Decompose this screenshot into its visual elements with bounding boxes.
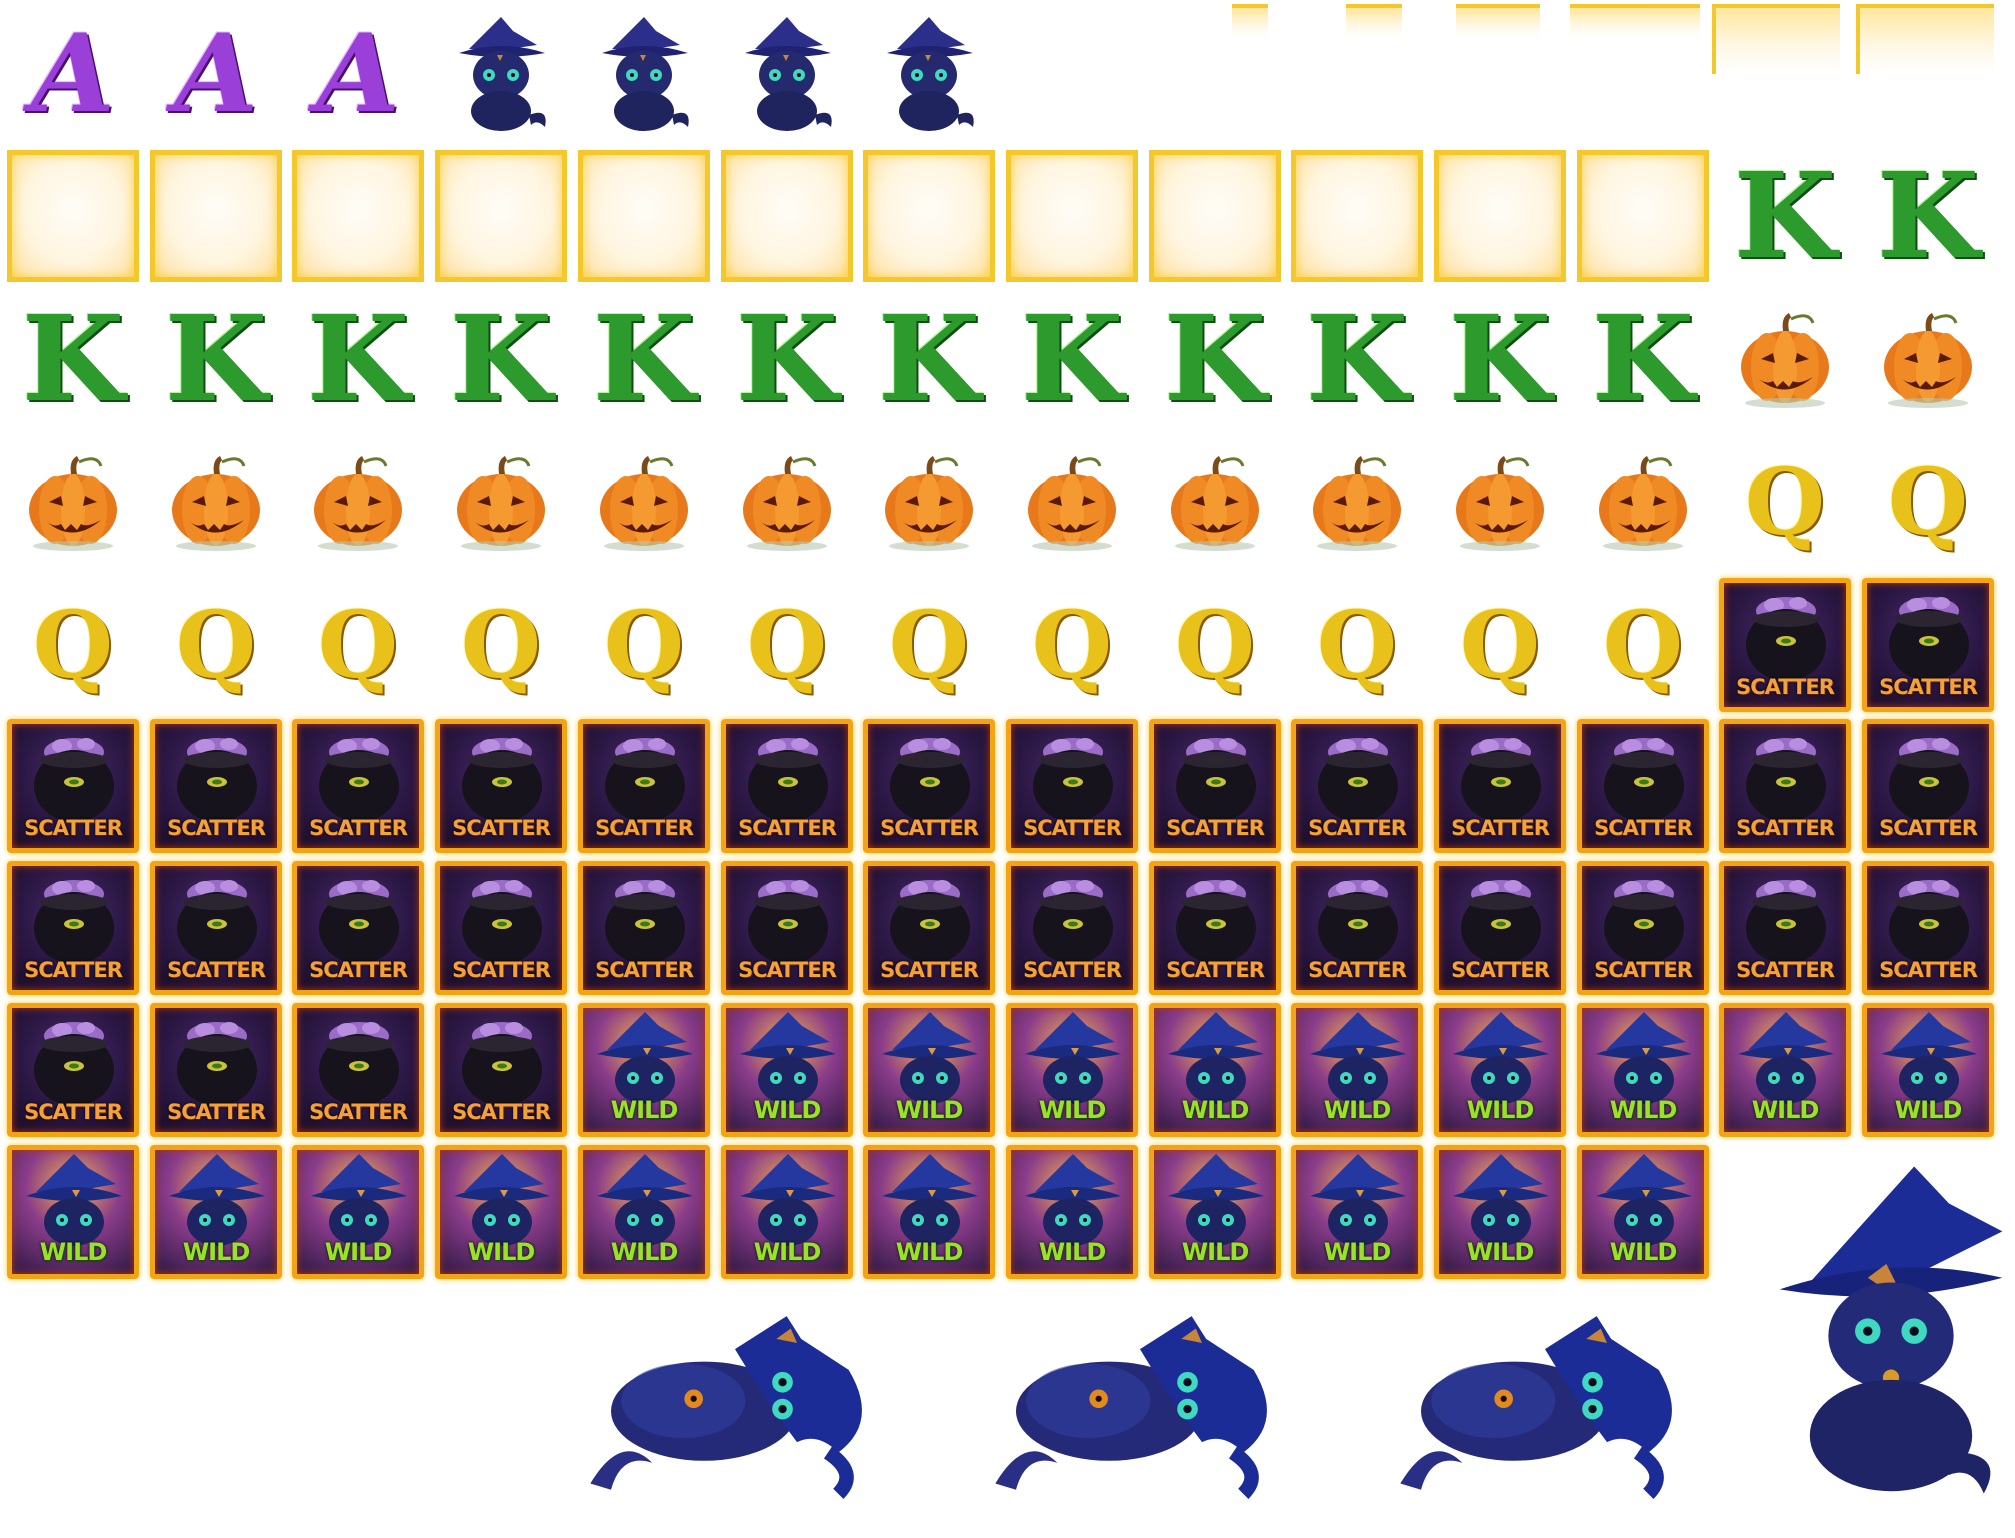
- scatter-tile-icon: [1434, 719, 1566, 853]
- scatter-label: SCATTER: [309, 958, 407, 982]
- letter-q-icon: Q: [746, 591, 828, 699]
- scatter-label: SCATTER: [24, 958, 122, 982]
- letter-k-icon-cell: [1862, 146, 1994, 285]
- scatter-label: SCATTER: [309, 816, 407, 840]
- letter-q-icon-cell: [435, 579, 567, 711]
- scatter-label: SCATTER: [452, 958, 550, 982]
- letter-a-icon-cell: [150, 8, 282, 140]
- wild-tile-cell: [1291, 1004, 1423, 1136]
- wild-tile-icon: [1149, 1003, 1281, 1137]
- pumpkin-icon: [863, 436, 995, 568]
- scatter-tile-icon: [1862, 861, 1994, 995]
- scatter-tile-icon: [578, 719, 710, 853]
- letter-q-icon-cell: [863, 579, 995, 711]
- wild-tile-cell: [435, 1146, 567, 1278]
- scatter-tile-icon: [150, 861, 282, 995]
- wild-tile-cell: [721, 1146, 853, 1278]
- frame-icon: [292, 150, 424, 282]
- letter-q-icon: Q: [175, 591, 257, 699]
- scatter-label: SCATTER: [167, 958, 265, 982]
- frame-icon: [863, 150, 995, 282]
- letter-k-icon: K: [449, 289, 553, 428]
- wild-tile-icon: [721, 1003, 853, 1137]
- wild-tile-icon: [292, 1145, 424, 1279]
- letter-q-icon-cell: [578, 579, 710, 711]
- scatter-tile-icon: [150, 1003, 282, 1137]
- scatter-tile-cell: [150, 1004, 282, 1136]
- scatter-tile-cell: [1862, 720, 1994, 852]
- frame-icon: [150, 150, 282, 282]
- big-cat-icon: [1775, 1140, 2007, 1520]
- pumpkin-icon: [1862, 293, 1994, 425]
- wild-label: WILD: [1038, 1238, 1106, 1266]
- wild-tile-cell: [578, 1146, 710, 1278]
- scatter-tile-cell: [150, 862, 282, 994]
- scatter-tile-icon: [292, 1003, 424, 1137]
- scatter-label: SCATTER: [595, 816, 693, 840]
- frame-icon: [1006, 150, 1138, 282]
- scatter-tile-cell: [435, 862, 567, 994]
- scatter-label: SCATTER: [1594, 958, 1692, 982]
- wild-label: WILD: [324, 1238, 392, 1266]
- wild-label: WILD: [753, 1238, 821, 1266]
- frame-icon: [1149, 150, 1281, 282]
- scatter-label: SCATTER: [595, 958, 693, 982]
- letter-q-icon: Q: [603, 591, 685, 699]
- scatter-tile-cell: [1291, 862, 1423, 994]
- letter-q-icon-cell: [7, 579, 139, 711]
- letter-q-icon: Q: [1602, 591, 1684, 699]
- letter-k-icon-cell: [150, 289, 282, 428]
- wild-label: WILD: [753, 1096, 821, 1124]
- cat-icon: [578, 8, 710, 140]
- wild-tile-icon: [578, 1145, 710, 1279]
- scatter-tile-icon: [1862, 719, 1994, 853]
- letter-q-icon: Q: [317, 591, 399, 699]
- scatter-tile-cell: [1006, 862, 1138, 994]
- wild-tile-icon: [578, 1003, 710, 1137]
- frame-icon: [1434, 150, 1566, 282]
- letter-q-icon-cell: [1149, 579, 1281, 711]
- scatter-tile-icon: [292, 719, 424, 853]
- letter-k-icon-cell: [1149, 289, 1281, 428]
- wild-label: WILD: [182, 1238, 250, 1266]
- wild-label: WILD: [1751, 1096, 1819, 1124]
- scatter-label: SCATTER: [1451, 958, 1549, 982]
- scatter-tile-icon: [435, 719, 567, 853]
- wild-label: WILD: [1181, 1096, 1249, 1124]
- frame-icon: [1346, 4, 1402, 38]
- scatter-tile-cell: [435, 720, 567, 852]
- wild-tile-icon: [863, 1145, 995, 1279]
- wild-tile-cell: [1434, 1146, 1566, 1278]
- scatter-label: SCATTER: [167, 1100, 265, 1124]
- scatter-tile-icon: [1719, 861, 1851, 995]
- cat-icon: [863, 8, 995, 140]
- scatter-tile-icon: [435, 1003, 567, 1137]
- letter-k-icon-cell: [721, 289, 853, 428]
- letter-q-icon-cell: [1862, 436, 1994, 568]
- scatter-label: SCATTER: [738, 958, 836, 982]
- pumpkin-icon: [1291, 436, 1423, 568]
- wild-tile-cell: [292, 1146, 424, 1278]
- pumpkin-icon: [150, 436, 282, 568]
- wild-tile-cell: [1434, 1004, 1566, 1136]
- scatter-tile-cell: [7, 1004, 139, 1136]
- scatter-tile-icon: [1577, 861, 1709, 995]
- wild-label: WILD: [39, 1238, 107, 1266]
- scatter-tile-icon: [1862, 578, 1994, 712]
- scatter-tile-cell: [721, 720, 853, 852]
- scatter-tile-icon: [1719, 719, 1851, 853]
- scatter-tile-icon: [1719, 578, 1851, 712]
- frame-icon: [1712, 4, 1840, 74]
- scatter-tile-cell: [1434, 862, 1566, 994]
- scatter-label: SCATTER: [1736, 675, 1834, 699]
- scatter-tile-cell: [1862, 579, 1994, 711]
- letter-q-icon-cell: [1291, 579, 1423, 711]
- letter-k-icon: K: [1591, 289, 1695, 428]
- pumpkin-icon: [721, 436, 853, 568]
- scatter-label: SCATTER: [1166, 816, 1264, 840]
- scatter-label: SCATTER: [1736, 816, 1834, 840]
- wild-tile-icon: [1577, 1003, 1709, 1137]
- scatter-tile-cell: [1577, 862, 1709, 994]
- wild-label: WILD: [467, 1238, 535, 1266]
- letter-k-icon-cell: [1434, 289, 1566, 428]
- letter-q-icon-cell: [292, 579, 424, 711]
- scatter-label: SCATTER: [1023, 816, 1121, 840]
- wild-label: WILD: [1038, 1096, 1106, 1124]
- scatter-tile-cell: [150, 720, 282, 852]
- letter-q-icon: Q: [32, 591, 114, 699]
- scatter-tile-icon: [863, 861, 995, 995]
- letter-k-icon-cell: [1577, 289, 1709, 428]
- wild-tile-cell: [578, 1004, 710, 1136]
- letter-k-icon-cell: [435, 289, 567, 428]
- frame-icon: [1232, 4, 1268, 38]
- wild-tile-cell: [863, 1004, 995, 1136]
- scatter-tile-icon: [1149, 861, 1281, 995]
- letter-k-icon-cell: [7, 289, 139, 428]
- letter-q-icon-cell: [721, 579, 853, 711]
- wild-tile-icon: [1006, 1145, 1138, 1279]
- scatter-tile-icon: [1006, 861, 1138, 995]
- pumpkin-icon: [1719, 293, 1851, 425]
- scatter-tile-cell: [1291, 720, 1423, 852]
- frame-icon: [435, 150, 567, 282]
- wild-label: WILD: [1323, 1238, 1391, 1266]
- wild-label: WILD: [610, 1238, 678, 1266]
- wild-tile-icon: [863, 1003, 995, 1137]
- scatter-tile-cell: [1719, 862, 1851, 994]
- scatter-label: SCATTER: [1594, 816, 1692, 840]
- letter-a-icon: A: [174, 11, 258, 137]
- wild-tile-icon: [1149, 1145, 1281, 1279]
- letter-a-icon-cell: [7, 8, 139, 140]
- wild-tile-cell: [1577, 1146, 1709, 1278]
- scatter-tile-cell: [1149, 862, 1281, 994]
- scatter-tile-icon: [721, 719, 853, 853]
- wild-tile-icon: [7, 1145, 139, 1279]
- scatter-label: SCATTER: [1879, 816, 1977, 840]
- wild-tile-cell: [863, 1146, 995, 1278]
- pumpkin-icon: [578, 436, 710, 568]
- letter-k-icon: K: [306, 289, 410, 428]
- letter-q-icon: Q: [460, 591, 542, 699]
- letter-k-icon: K: [1876, 146, 1980, 285]
- wild-tile-icon: [1434, 1003, 1566, 1137]
- wild-tile-icon: [150, 1145, 282, 1279]
- pumpkin-icon: [1149, 436, 1281, 568]
- big-cat-icon: [1390, 1286, 1700, 1526]
- scatter-tile-cell: [1719, 720, 1851, 852]
- wild-tile-cell: [150, 1146, 282, 1278]
- letter-q-icon-cell: [1006, 579, 1138, 711]
- scatter-label: SCATTER: [452, 816, 550, 840]
- wild-tile-icon: [1006, 1003, 1138, 1137]
- wild-tile-icon: [721, 1145, 853, 1279]
- wild-tile-cell: [1149, 1004, 1281, 1136]
- frame-icon: [1291, 150, 1423, 282]
- wild-label: WILD: [1609, 1238, 1677, 1266]
- scatter-label: SCATTER: [309, 1100, 407, 1124]
- wild-tile-cell: [1006, 1146, 1138, 1278]
- scatter-tile-cell: [863, 720, 995, 852]
- scatter-label: SCATTER: [880, 816, 978, 840]
- letter-k-icon: K: [1448, 289, 1552, 428]
- scatter-label: SCATTER: [1023, 958, 1121, 982]
- scatter-tile-icon: [863, 719, 995, 853]
- scatter-label: SCATTER: [1879, 958, 1977, 982]
- scatter-tile-cell: [435, 1004, 567, 1136]
- wild-tile-cell: [721, 1004, 853, 1136]
- scatter-tile-cell: [292, 862, 424, 994]
- wild-label: WILD: [1466, 1096, 1534, 1124]
- letter-q-icon-cell: [1577, 579, 1709, 711]
- big-cat-icon: [580, 1286, 890, 1526]
- scatter-tile-icon: [1434, 861, 1566, 995]
- scatter-label: SCATTER: [738, 816, 836, 840]
- scatter-tile-cell: [7, 720, 139, 852]
- letter-q-icon: Q: [1459, 591, 1541, 699]
- scatter-tile-cell: [1006, 720, 1138, 852]
- wild-tile-cell: [1149, 1146, 1281, 1278]
- letter-k-icon: K: [735, 289, 839, 428]
- pumpkin-icon: [1434, 436, 1566, 568]
- scatter-tile-icon: [7, 1003, 139, 1137]
- scatter-label: SCATTER: [1736, 958, 1834, 982]
- scatter-tile-cell: [863, 862, 995, 994]
- scatter-tile-icon: [578, 861, 710, 995]
- cat-icon: [721, 8, 853, 140]
- scatter-label: SCATTER: [24, 816, 122, 840]
- letter-k-icon-cell: [1006, 289, 1138, 428]
- letter-k-icon-cell: [1291, 289, 1423, 428]
- letter-q-icon-cell: [1719, 436, 1851, 568]
- scatter-label: SCATTER: [167, 816, 265, 840]
- wild-label: WILD: [895, 1238, 963, 1266]
- scatter-tile-cell: [7, 862, 139, 994]
- big-cat-icon: [985, 1286, 1295, 1526]
- scatter-tile-cell: [292, 1004, 424, 1136]
- letter-k-icon: K: [1305, 289, 1409, 428]
- letter-q-icon-cell: [150, 579, 282, 711]
- scatter-tile-icon: [1291, 719, 1423, 853]
- letter-a-icon: A: [31, 11, 115, 137]
- wild-label: WILD: [1894, 1096, 1962, 1124]
- letter-k-icon-cell: [578, 289, 710, 428]
- letter-k-icon: K: [1020, 289, 1124, 428]
- letter-q-icon: Q: [1031, 591, 1113, 699]
- scatter-tile-cell: [721, 862, 853, 994]
- letter-k-icon: K: [592, 289, 696, 428]
- scatter-tile-cell: [578, 862, 710, 994]
- scatter-tile-cell: [1149, 720, 1281, 852]
- pumpkin-icon: [1006, 436, 1138, 568]
- scatter-tile-cell: [1719, 579, 1851, 711]
- frame-icon: [721, 150, 853, 282]
- wild-label: WILD: [1466, 1238, 1534, 1266]
- pumpkin-icon: [292, 436, 424, 568]
- scatter-tile-icon: [1006, 719, 1138, 853]
- letter-q-icon: Q: [1316, 591, 1398, 699]
- wild-tile-cell: [1291, 1146, 1423, 1278]
- scatter-tile-icon: [435, 861, 567, 995]
- frame-icon: [1856, 4, 1994, 74]
- wild-tile-cell: [7, 1146, 139, 1278]
- scatter-label: SCATTER: [24, 1100, 122, 1124]
- scatter-label: SCATTER: [1879, 675, 1977, 699]
- wild-tile-icon: [1862, 1003, 1994, 1137]
- scatter-tile-icon: [292, 861, 424, 995]
- letter-k-icon: K: [1733, 146, 1837, 285]
- letter-a-icon: A: [316, 11, 400, 137]
- wild-tile-icon: [1291, 1003, 1423, 1137]
- scatter-tile-icon: [1577, 719, 1709, 853]
- wild-tile-cell: [1577, 1004, 1709, 1136]
- wild-tile-cell: [1862, 1004, 1994, 1136]
- frame-icon: [7, 150, 139, 282]
- wild-label: WILD: [1181, 1238, 1249, 1266]
- frame-icon: [1456, 4, 1540, 38]
- frame-icon: [1570, 4, 1700, 38]
- letter-k-icon: K: [877, 289, 981, 428]
- pumpkin-icon: [7, 436, 139, 568]
- wild-label: WILD: [1609, 1096, 1677, 1124]
- scatter-tile-icon: [7, 719, 139, 853]
- letter-q-icon: Q: [1887, 448, 1969, 556]
- wild-tile-icon: [1291, 1145, 1423, 1279]
- scatter-tile-icon: [7, 861, 139, 995]
- letter-q-icon: Q: [888, 591, 970, 699]
- scatter-label: SCATTER: [1451, 816, 1549, 840]
- scatter-label: SCATTER: [452, 1100, 550, 1124]
- wild-tile-icon: [1434, 1145, 1566, 1279]
- wild-label: WILD: [610, 1096, 678, 1124]
- letter-k-icon-cell: [1719, 146, 1851, 285]
- letter-k-icon-cell: [863, 289, 995, 428]
- letter-q-icon-cell: [1434, 579, 1566, 711]
- letter-k-icon: K: [164, 289, 268, 428]
- scatter-tile-icon: [721, 861, 853, 995]
- letter-k-icon-cell: [292, 289, 424, 428]
- scatter-tile-icon: [1291, 861, 1423, 995]
- cat-icon: [435, 8, 567, 140]
- letter-q-icon: Q: [1174, 591, 1256, 699]
- wild-label: WILD: [1323, 1096, 1391, 1124]
- scatter-tile-cell: [578, 720, 710, 852]
- letter-k-icon: K: [21, 289, 125, 428]
- scatter-tile-cell: [1862, 862, 1994, 994]
- scatter-label: SCATTER: [1308, 958, 1406, 982]
- wild-tile-cell: [1006, 1004, 1138, 1136]
- scatter-tile-cell: [1577, 720, 1709, 852]
- wild-tile-icon: [1577, 1145, 1709, 1279]
- pumpkin-icon: [435, 436, 567, 568]
- letter-q-icon: Q: [1744, 448, 1826, 556]
- wild-tile-cell: [1719, 1004, 1851, 1136]
- wild-label: WILD: [895, 1096, 963, 1124]
- scatter-label: SCATTER: [880, 958, 978, 982]
- wild-tile-icon: [435, 1145, 567, 1279]
- wild-tile-icon: [1719, 1003, 1851, 1137]
- frame-icon: [1577, 150, 1709, 282]
- pumpkin-icon: [1577, 436, 1709, 568]
- scatter-label: SCATTER: [1308, 816, 1406, 840]
- letter-k-icon: K: [1163, 289, 1267, 428]
- scatter-tile-cell: [292, 720, 424, 852]
- scatter-tile-icon: [150, 719, 282, 853]
- scatter-label: SCATTER: [1166, 958, 1264, 982]
- scatter-tile-icon: [1149, 719, 1281, 853]
- scatter-tile-cell: [1434, 720, 1566, 852]
- letter-a-icon-cell: [292, 8, 424, 140]
- frame-icon: [578, 150, 710, 282]
